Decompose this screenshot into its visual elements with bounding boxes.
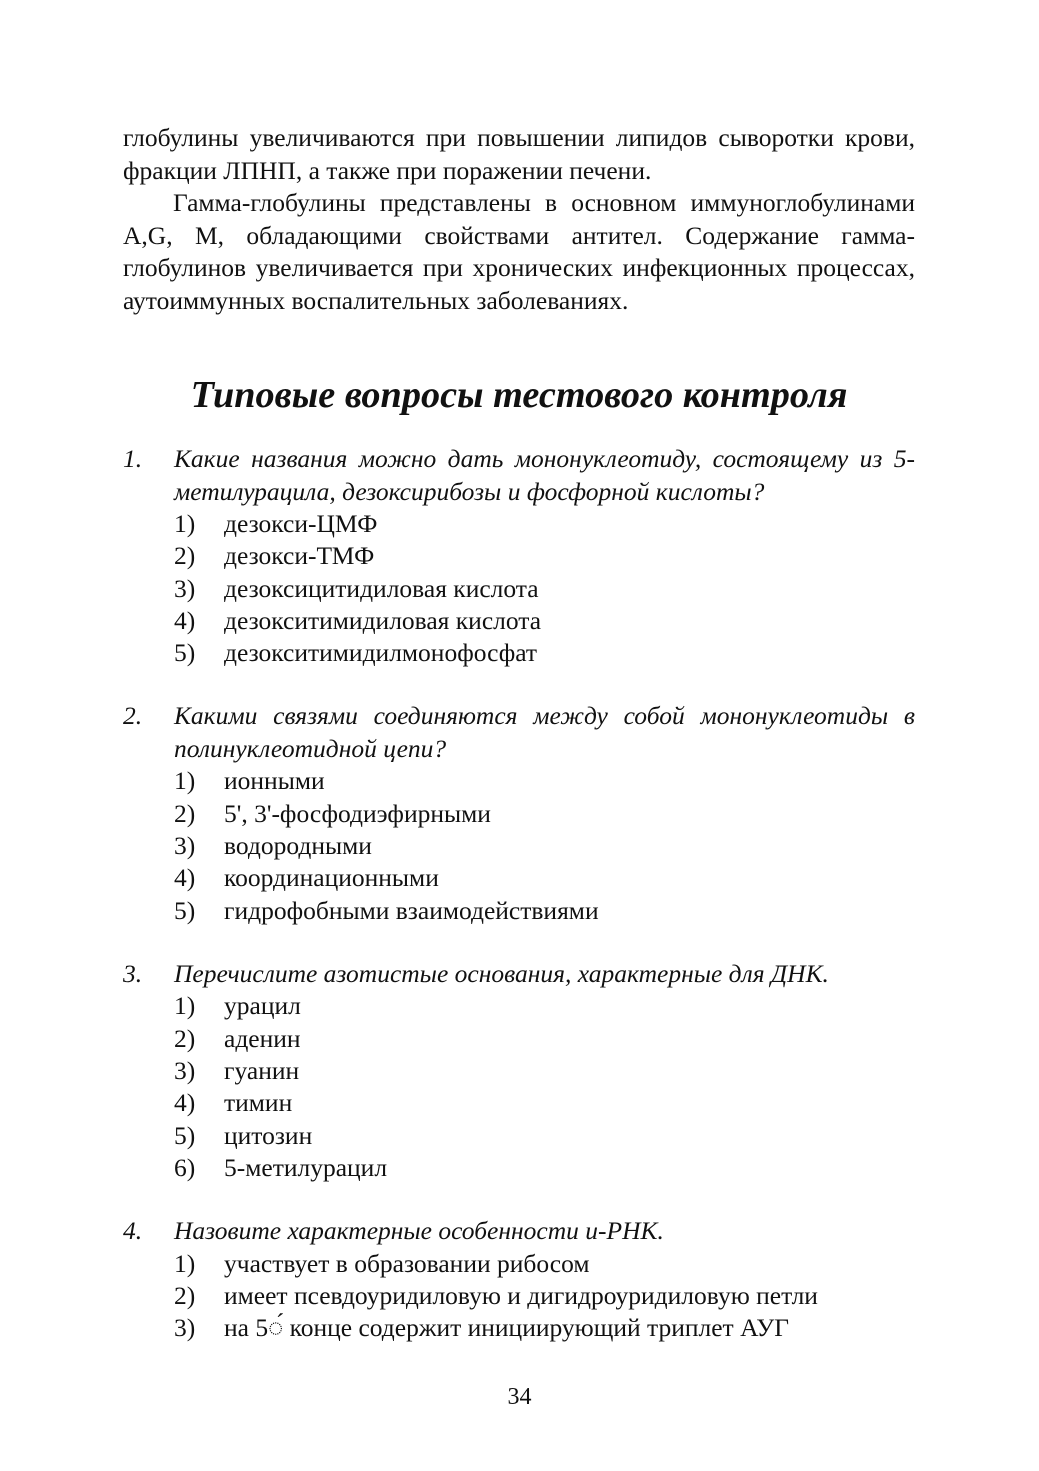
question-number: 2. <box>123 701 143 731</box>
option-number: 4) <box>174 863 196 893</box>
answer-option <box>123 1120 915 1152</box>
option-text: на 5◌́ конце содержит инициирующий триплет АУГ <box>224 1313 790 1343</box>
answer-options <box>123 508 915 669</box>
question-text: Перечислите азотистые основания, характерные для ДНК. <box>174 958 829 988</box>
option-text: 5', 3'-фосфодиэфирными <box>224 798 491 828</box>
answer-option <box>123 540 915 572</box>
option-text: дезокси-ЦМФ <box>224 509 378 538</box>
intro-paragraph: глобулины увеличиваются при повышении липидов сыворотки крови, фракции ЛПНП, а также при поражении печени. <box>123 123 915 185</box>
option-text: тимин <box>224 1088 293 1118</box>
option-text: урацил <box>224 991 301 1021</box>
option-number: 3) <box>174 573 196 603</box>
option-number: 5) <box>174 1120 196 1150</box>
answer-options <box>123 765 915 926</box>
option-text: цитозин <box>224 1120 313 1150</box>
section-title: Типовые вопросы тестового контроля <box>190 374 848 416</box>
option-number: 2) <box>174 798 196 828</box>
answer-options <box>123 1248 915 1345</box>
option-text: 5-метилурацил <box>224 1152 388 1182</box>
option-number: 5) <box>174 638 196 668</box>
question-1 <box>123 443 915 669</box>
answer-option <box>123 1152 915 1184</box>
question-text: Какие названия можно дать мононуклеотиду, состоящему из 5-метилурацила, дезоксирибозы и фосфорной кислоты? <box>174 444 915 506</box>
answer-option <box>123 1312 915 1344</box>
option-number: 6) <box>174 1152 196 1182</box>
option-text: дезокситимидилмонофосфат <box>224 638 538 668</box>
option-number: 1) <box>174 509 196 538</box>
option-number: 1) <box>174 1248 196 1278</box>
option-number: 2) <box>174 1281 196 1311</box>
question-number: 3. <box>123 958 143 988</box>
answer-option <box>123 990 915 1022</box>
answer-option <box>123 1055 915 1087</box>
option-text: участвует в образовании рибосом <box>224 1248 590 1278</box>
answer-option <box>123 830 915 862</box>
option-text: дезокси-ТМФ <box>224 541 375 571</box>
answer-option <box>123 895 915 927</box>
answer-option <box>123 573 915 605</box>
intro-paragraph: Гамма-глобулины представлены в основном иммуноглобулинами A,G, M, обладающими свойствами антител. Содержание гамма-глобулинов увеличивается при хронических инфекционных процессах, аутоиммунных воспалительных заболеваниях. <box>123 188 915 315</box>
question-number: 1. <box>123 444 143 473</box>
question-text: Какими связями соединяются между собой мононуклеотиды в полинуклеотидной цепи? <box>174 701 915 763</box>
answer-option <box>123 862 915 894</box>
answer-options <box>123 990 915 1184</box>
answer-option <box>123 1280 915 1312</box>
answer-option <box>123 1023 915 1055</box>
option-number: 3) <box>174 1056 196 1086</box>
option-text: гидрофобными взаимодействиями <box>224 895 599 925</box>
option-text: имеет псевдоуридиловую и дигидроуридиловую петли <box>224 1281 818 1311</box>
option-text: дезокситимидиловая кислота <box>224 605 542 635</box>
option-text: ионными <box>224 766 325 796</box>
question-number: 4. <box>123 1216 143 1246</box>
option-number: 4) <box>174 1088 196 1118</box>
answer-option <box>123 605 915 637</box>
page-content <box>123 122 915 1345</box>
option-text: координационными <box>224 863 439 893</box>
question-2 <box>123 700 915 926</box>
option-text: гуанин <box>224 1056 300 1086</box>
answer-option <box>123 637 915 669</box>
option-text: аденин <box>224 1023 301 1053</box>
option-number: 3) <box>174 831 196 861</box>
answer-option <box>123 1248 915 1280</box>
answer-option <box>123 765 915 797</box>
option-number: 1) <box>174 766 196 796</box>
option-number: 2) <box>174 541 196 571</box>
answer-option <box>123 508 915 540</box>
question-3 <box>123 958 915 1184</box>
option-number: 3) <box>174 1313 196 1343</box>
option-text: водородными <box>224 831 372 861</box>
option-text: дезоксицитидиловая кислота <box>224 573 539 603</box>
question-text: Назовите характерные особенности и-РНК. <box>174 1216 664 1246</box>
answer-option <box>123 798 915 830</box>
option-number: 2) <box>174 1023 196 1053</box>
option-number: 5) <box>174 895 196 925</box>
option-number: 1) <box>174 991 196 1021</box>
option-number: 4) <box>174 605 196 635</box>
answer-option <box>123 1087 915 1119</box>
question-4 <box>123 1215 915 1344</box>
page-number: 34 <box>507 1384 532 1410</box>
